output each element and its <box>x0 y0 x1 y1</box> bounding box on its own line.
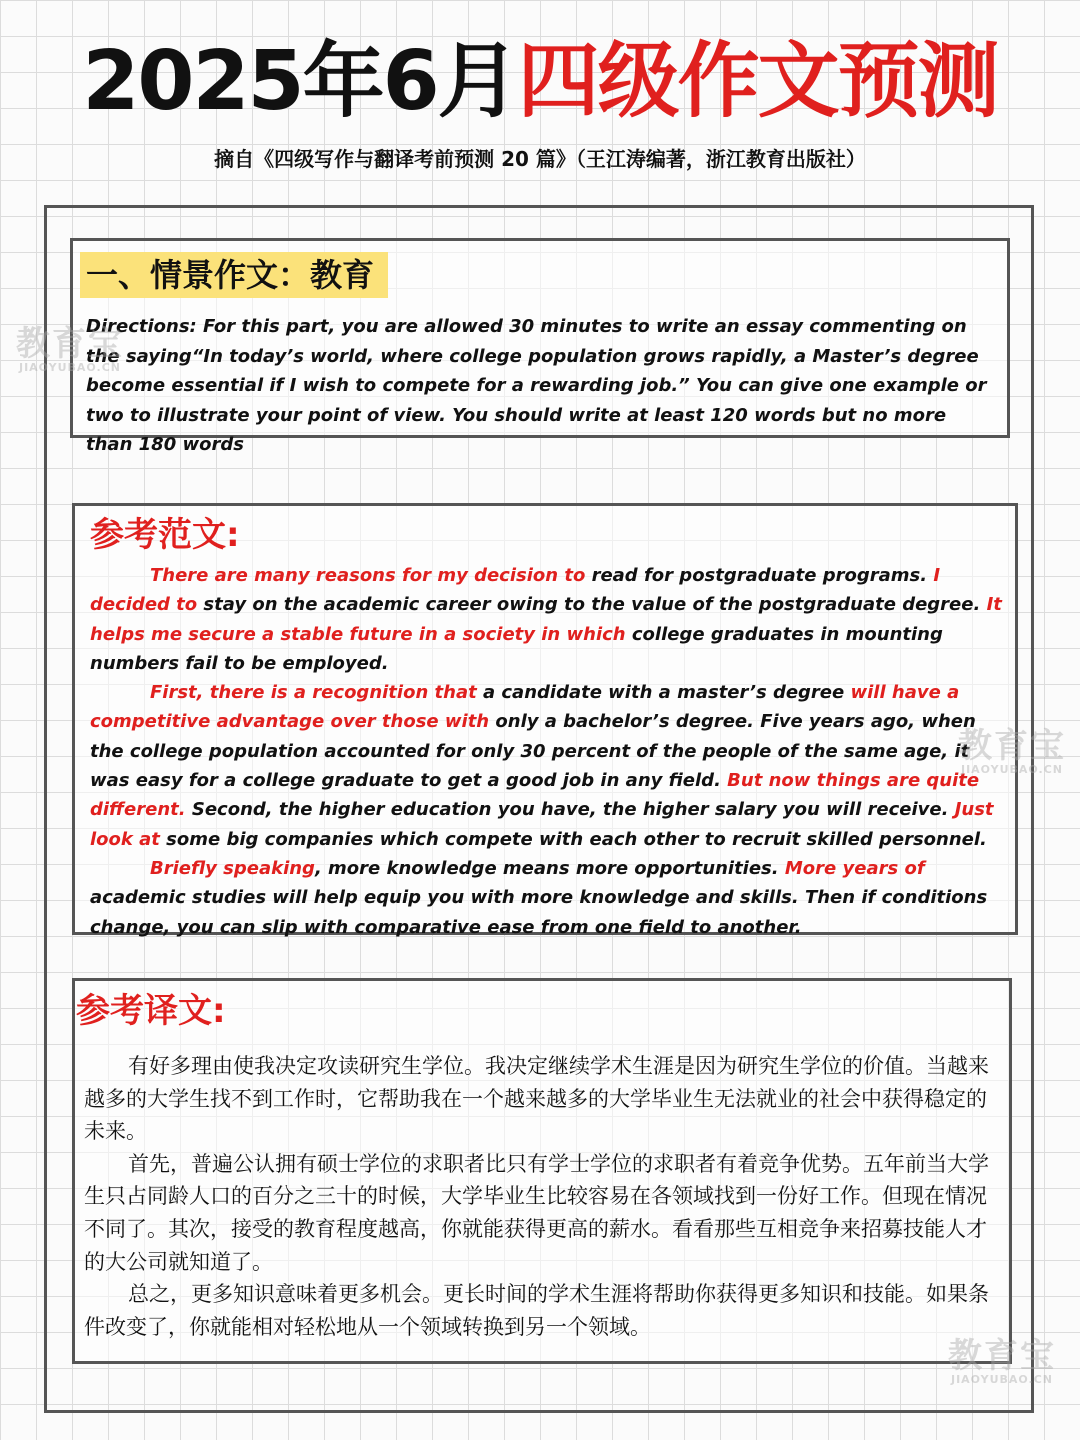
highlighted-phrase: Briefly speaking <box>150 857 315 879</box>
essay-text: some big companies which compete with each other to recruit skilled personnel. <box>159 828 987 850</box>
sample-essay-text <box>90 561 1012 942</box>
watermark-logo <box>958 728 1066 776</box>
highlighted-phrase: Just look at <box>90 799 994 850</box>
highlighted-phrase: will have a competitive advantage over those with <box>90 682 960 733</box>
watermark-text: 教育宝 <box>16 324 124 364</box>
section-heading-translation: 参考译文: <box>76 991 226 1031</box>
title-topic: 四级作文预测 <box>517 34 998 129</box>
section-heading-prompt: 一、情景作文：教育 <box>80 252 388 298</box>
watermark-logo <box>948 1338 1056 1386</box>
essay-text: Second, the higher education you have, the higher salary you will receive. <box>185 799 955 821</box>
highlighted-phrase: I decided to <box>90 565 941 616</box>
essay-text: academic studies will help equip you with more knowledge and skills. Then if conditions change, you can slip with comparative ease from one field to another. <box>90 887 988 938</box>
translation-paragraph: 总之，更多知识意味着更多机会。更长时间的学术生涯将帮助你获得更多知识和技能。如果条件改变了，你就能相对轻松地从一个领域转换到另一个领域。 <box>84 1282 989 1339</box>
essay-text: college graduates in mounting numbers fail to be employed. <box>90 623 943 674</box>
essay-paragraph <box>90 854 1012 942</box>
translation-paragraph: 首先，普遍公认拥有硕士学位的求职者比只有学士学位的求职者有着竞争优势。五年前当大学生只占同龄人口的百分之三十的时候，大学毕业生比较容易在各领域找到一份好工作。但现在情况不同了。其次，接受的教育程度越高，你就能获得更高的薪水。看看那些互相竞争来招募技能人才的大公司就知道了。 <box>84 1151 989 1274</box>
page-title <box>0 22 1080 142</box>
highlighted-phrase: But now things are quite different. <box>90 770 980 821</box>
highlighted-phrase: It helps me secure a stable future in a society in which <box>90 594 1002 645</box>
essay-text: stay on the academic career owing to the value of the postgraduate degree. <box>197 594 987 616</box>
essay-paragraph <box>90 678 1012 854</box>
translation-paragraph: 有好多理由使我决定攻读研究生学位。我决定继续学术生涯是因为研究生学位的价值。当越来越多的大学生找不到工作时，它帮助我在一个越来越多的大学毕业生无法就业的社会中获得稳定的未来。 <box>84 1054 989 1144</box>
watermark-url: JIAOYUBAO.CN <box>18 361 122 374</box>
essay-text: , more knowledge means more opportunities. <box>314 857 785 879</box>
highlighted-phrase: More years of <box>784 857 925 879</box>
essay-text: only a bachelor’s degree. Five years ago, when the college population accounted for only 30 percent of the people of the same age, it was easy for a college graduate to get a good job in any field. <box>90 711 976 792</box>
source-citation: 摘自《四级写作与翻译考前预测 20 篇》（王江涛编著，浙江教育出版社） <box>214 147 866 171</box>
watermark-logo <box>16 326 124 374</box>
essay-paragraph <box>90 561 1012 678</box>
watermark-text: 教育宝 <box>948 1336 1056 1376</box>
essay-text: a candidate with a master’s degree <box>476 682 851 704</box>
watermark-url: JIAOYUBAO.CN <box>950 1373 1054 1386</box>
translation-text <box>84 1050 1006 1343</box>
highlighted-phrase: First, there is a recognition that <box>150 682 477 704</box>
section-heading-sample-essay: 参考范文: <box>90 515 240 555</box>
title-date: 2025年6月 <box>82 34 518 129</box>
directions-text: Directions: For this part, you are allowed 30 minutes to write an essay commenting on the saying“In today’s world, where college population grows rapidly, a Master’s degree become essential if I wish to compete for a rewarding job.” You can give one example or two to illustrate your point of view. You should write at least 120 words but no more than 180 words <box>86 316 987 455</box>
essay-text: read for postgraduate programs. <box>585 565 934 586</box>
highlighted-phrase: There are many reasons for my decision to <box>150 565 586 586</box>
watermark-url: JIAOYUBAO.CN <box>960 763 1064 776</box>
watermark-text: 教育宝 <box>958 726 1066 766</box>
